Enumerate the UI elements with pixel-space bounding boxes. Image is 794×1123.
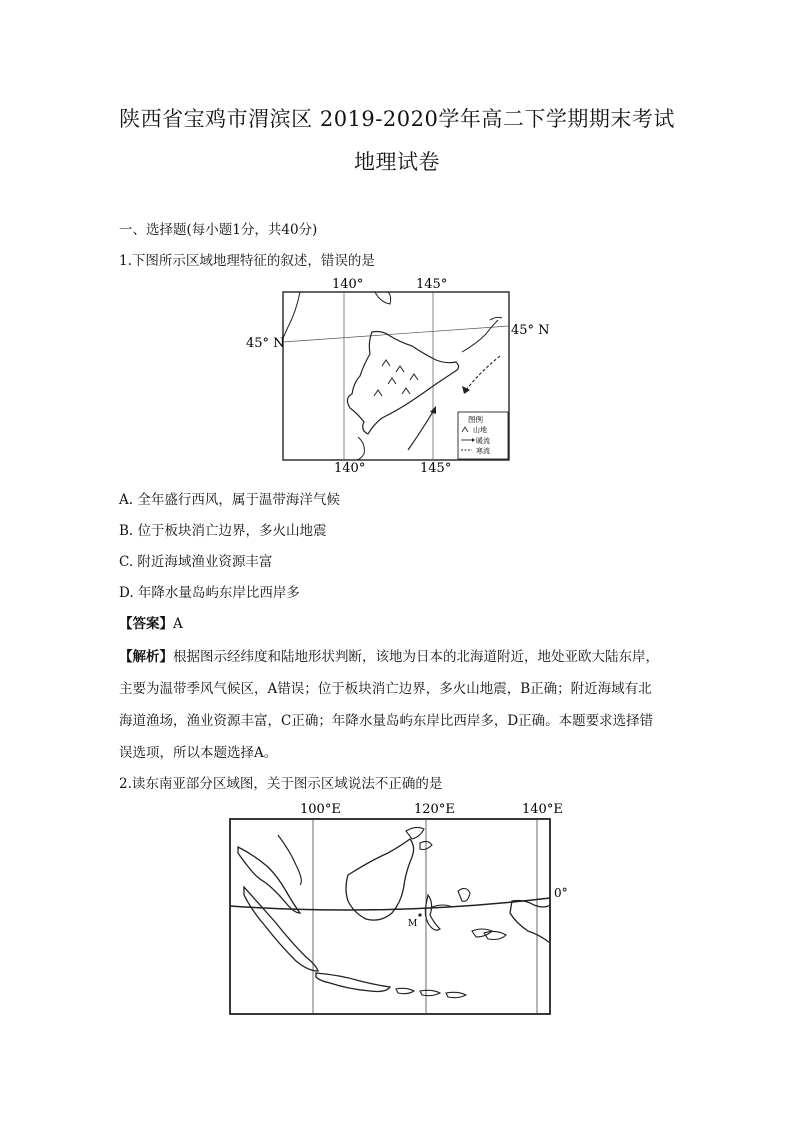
question-2-stem: 2.读东南亚部分区域图，关于图示区域说法不正确的是: [119, 776, 443, 792]
lon-100e: 100°E: [300, 802, 341, 817]
bottom-lon-right: 145°: [420, 461, 452, 476]
title-line-1: 陕西省宝鸡市渭滨区 2019-2020学年高二下学期期末考试: [119, 107, 675, 131]
lat-right: 45° N: [511, 323, 550, 338]
top-lon-right: 145°: [416, 277, 448, 292]
title-line-2: 地理试卷: [354, 150, 440, 174]
top-lon-left: 140°: [332, 277, 364, 292]
legend-title: 图例: [468, 415, 483, 424]
legend-cold: 寒流: [476, 447, 490, 455]
q1-analysis-line-4: 误选项，所以本题选择A。: [119, 745, 278, 761]
q1-option-a: A. 全年盛行西风，属于温带海洋气候: [119, 492, 340, 508]
q1-answer: [119, 612, 183, 632]
q1-analysis-line-3: 海道渔场，渔业资源丰富，C正确；年降水量岛屿东岸比西岸多，D正确。本题要求选择错: [119, 713, 654, 729]
southeast-asia-map: [220, 795, 580, 1020]
lon-120e: 120°E: [414, 802, 455, 817]
question-1-stem: 1.下图所示区域地理特征的叙述，错误的是: [119, 253, 375, 269]
q1-option-c: C. 附近海域渔业资源丰富: [119, 554, 273, 570]
answer-label: 【答案】: [119, 616, 173, 632]
q1-analysis-line-1: [119, 645, 659, 665]
analysis-label: 【解析】: [119, 649, 173, 665]
q1-analysis-line-2: 主要为温带季风气候区，A错误；位于板块消亡边界，多火山地震，B正确；附近海域有北: [119, 681, 652, 697]
hokkaido-map: [240, 272, 560, 477]
lat-left: 45° N: [246, 336, 285, 351]
point-m-label: M: [408, 919, 418, 929]
lon-140e: 140°E: [522, 802, 563, 817]
analysis-text-1: 根据图示经纬度和陆地形状判断，该地为日本的北海道附近，地处亚欧大陆东岸，: [173, 649, 659, 665]
section-heading: 一、选择题(每小题1分，共40分): [119, 222, 318, 238]
bottom-lon-left: 140°: [334, 461, 366, 476]
answer-value: A: [173, 616, 183, 632]
legend-mountain: 山地: [473, 426, 487, 434]
legend-warm: 暖流: [476, 437, 490, 445]
q1-option-d: D. 年降水量岛屿东岸比西岸多: [119, 585, 300, 601]
q1-option-b: B. 位于板块消亡边界，多火山地震: [119, 523, 327, 539]
equator-label: 0°: [554, 886, 568, 900]
